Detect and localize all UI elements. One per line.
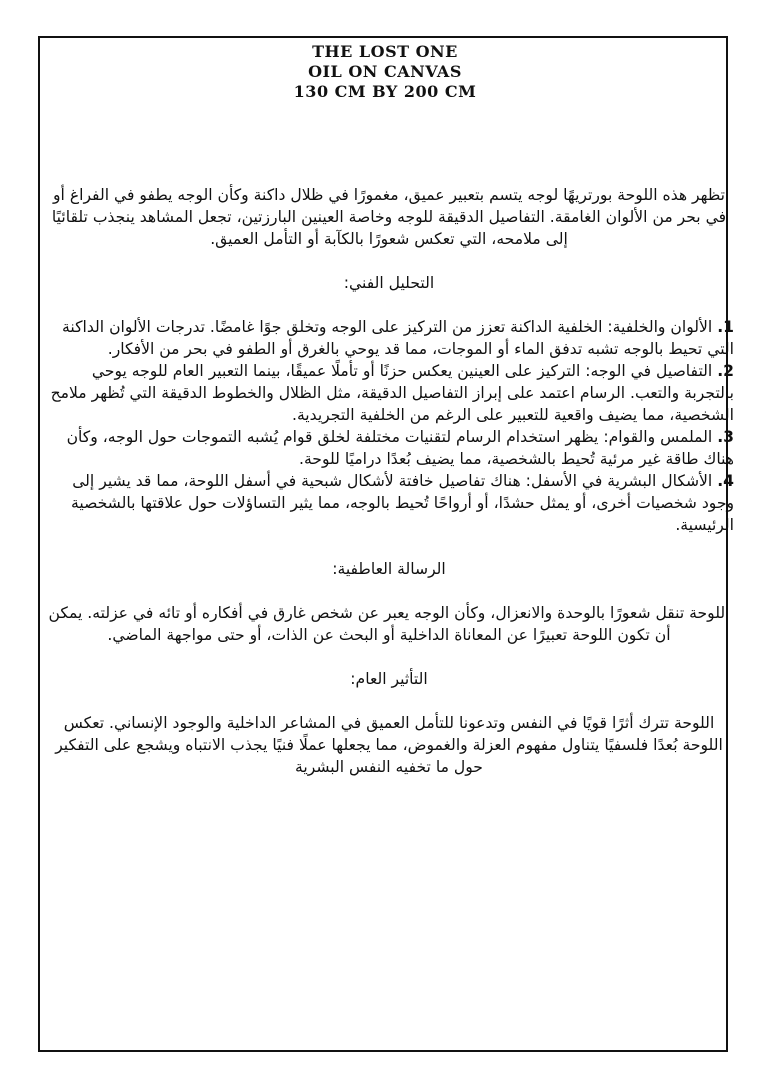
item-text: التفاصيل في الوجه: التركيز على العينين يعكس حزنًا أو تأملًا عميقًا، بينما التعبير العام للوجه يوحي بالتجربة والتعب. الرسام اعتمد على إبراز التفاصيل الدقيقة، مثل الظلال والخطوط الدقيقة التي تُظهر ملامح الشخصية، مما يضيف واقعية للتعبير على الرغم من الخلفية التجريدية.: [50, 362, 734, 424]
analysis-item-3: [44, 426, 734, 470]
item-number: 1.: [717, 318, 734, 336]
item-number: 4.: [717, 472, 734, 490]
artwork-dimensions: 130 CM BY 200 CM: [293, 82, 477, 101]
item-number: 3.: [717, 428, 734, 446]
analysis-item-1: [44, 316, 734, 360]
artwork-title-block: [0, 42, 770, 102]
emotional-heading: الرسالة العاطفية:: [332, 560, 446, 578]
artwork-medium: OIL ON CANVAS: [308, 62, 462, 81]
item-number: 2.: [717, 362, 734, 380]
description-body: [44, 184, 734, 778]
analysis-item-2: [44, 360, 734, 426]
analysis-heading: التحليل الفني:: [343, 274, 435, 292]
artwork-title: THE LOST ONE: [312, 42, 458, 61]
item-text: الأشكال البشرية في الأسفل: هناك تفاصيل خافتة لأشكال شبحية في أسفل اللوحة، مما قد يشير إلى وجود شخصيات أخرى، أو يمثل حشدًا، أو أرواحًا تُحيط بالوجه، مما يثير التساؤلات حول علاقتها بالشخصية الرئيسية.: [71, 472, 734, 534]
item-text: الألوان والخلفية: الخلفية الداكنة تعزز من التركيز على الوجه وتخلق جوًا غامضًا. تدرجات الألوان الداكنة التي تحيط بالوجه تشبه تدفق الماء أو الموجات، مما قد يوحي بالغرق أو الطفو في بحر من الأفكار.: [62, 318, 734, 358]
analysis-item-4: [44, 470, 734, 536]
intro-paragraph: تظهر هذه اللوحة بورتريهًا لوجه يتسم بتعبير عميق، مغمورًا في ظلال داكنة وكأن الوجه يطفو في الفراغ أو في بحر من الألوان الغامقة. التفاصيل الدقيقة للوجه وخاصة العينين البارزتين، تجعل المشاهد ينجذب تلقائيًا إلى ملامحه، التي تعكس شعورًا بالكآبة أو التأمل العميق.: [51, 186, 727, 248]
item-text: الملمس والقوام: يظهر استخدام الرسام لتقنيات مختلفة لخلق قوام يُشبه التموجات حول الوجه، وكأن هناك طاقة غير مرئية تُحيط بالشخصية، مما يضيف بُعدًا دراميًا للوحة.: [66, 428, 734, 468]
impact-heading: التأثير العام:: [350, 670, 428, 688]
analysis-list: [44, 316, 734, 536]
emotional-paragraph: اللوحة تنقل شعورًا بالوحدة والانعزال، وكأن الوجه يعبر عن شخص غارق في أفكاره أو تائه في عزلته. يمكن أن تكون اللوحة تعبيرًا عن المعاناة الداخلية أو البحث عن الذات، أو حتى مواجهة الماضي.: [48, 604, 730, 644]
impact-paragraph: اللوحة تترك أثرًا قويًا في النفس وتدعونا للتأمل العميق في المشاعر الداخلية والوجود الإنساني. تعكس اللوحة بُعدًا فلسفيًا يتناول مفهوم العزلة والغموض، مما يجعلها عملًا فنيًا يجذب الانتباه ويشجع على التفكير حول ما تخفيه النفس البشرية: [55, 714, 723, 776]
